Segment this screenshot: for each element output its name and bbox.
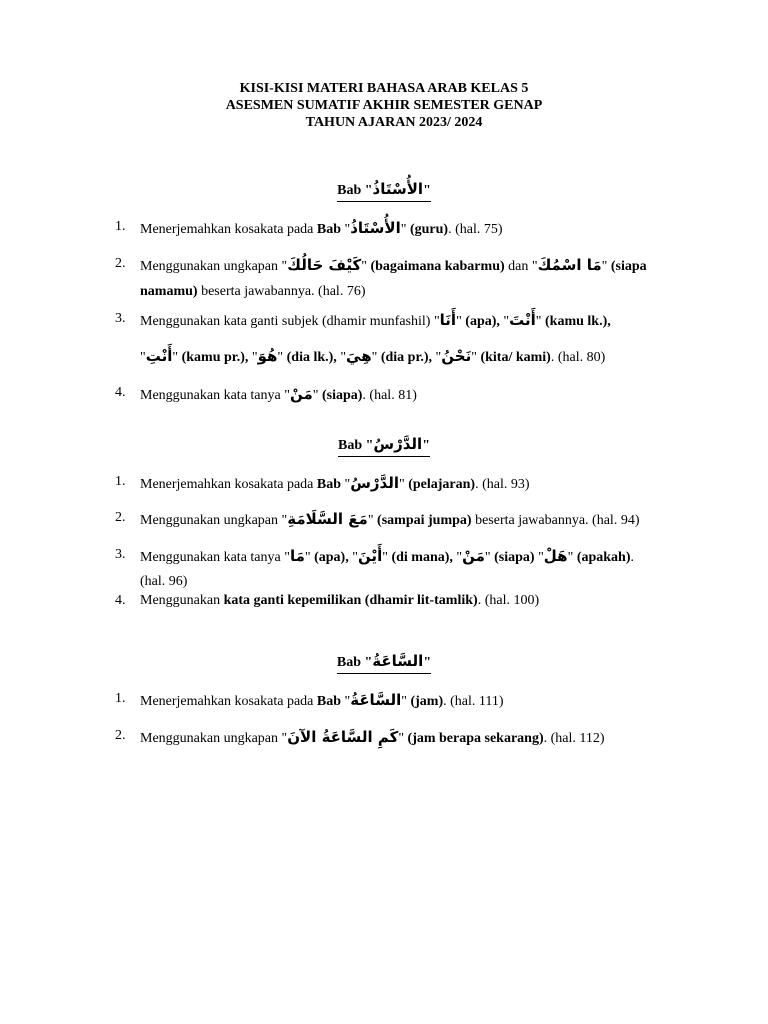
arabic-word: مَنْ xyxy=(462,547,485,565)
item-bold: (kamu pr.), xyxy=(181,350,249,365)
arabic-word: أَنْتَ xyxy=(509,311,536,329)
item-text: dan xyxy=(504,259,532,274)
item-bold: (siapa) xyxy=(494,550,535,565)
item-bold: (apakah) xyxy=(576,550,631,565)
item-number: 4. xyxy=(115,385,126,400)
arabic-word: كَمِ السَّاعَةُ الآنَ xyxy=(287,728,399,746)
arabic-word: السَّاعَةُ xyxy=(350,691,402,709)
item-text: Menerjemahkan kosakata pada xyxy=(140,222,317,237)
title-line-2: ASESMEN SUMATIF AKHIR SEMESTER GENAP xyxy=(225,98,543,113)
item-number: 3. xyxy=(115,547,126,562)
item-bold: (kamu lk.), xyxy=(545,314,611,329)
item-bold: (jam berapa sekarang) xyxy=(407,731,544,746)
arabic-word: مَنْ xyxy=(289,385,313,403)
item-text: . (hal. 100) xyxy=(477,593,540,608)
item-text: (hal. 96) xyxy=(140,574,188,589)
bab-label: Bab xyxy=(337,183,362,198)
title-line-1: KISI-KISI MATERI BAHASA ARAB KELAS 5 xyxy=(239,81,529,96)
item-bold: Bab xyxy=(316,222,341,237)
item-number: 1. xyxy=(115,691,126,706)
item-bold: (guru) xyxy=(409,222,449,237)
item-text: Menggunakan kata tanya xyxy=(140,388,285,403)
arabic-word: الدَّرْسُ xyxy=(350,474,399,492)
arabic-word: أَنْتِ xyxy=(145,347,173,365)
item-bold: (sampai jumpa) xyxy=(377,513,472,528)
item-text: . (hal. 111) xyxy=(443,694,504,709)
item-text: Menggunakan xyxy=(140,593,224,608)
section-heading-ustadz: Bab "الأُسْتَاذُ" xyxy=(0,180,768,202)
item-text: Menggunakan kata ganti subjek (dhamir munfashil) xyxy=(140,314,434,329)
item-number: 2. xyxy=(115,510,126,525)
document-title xyxy=(0,80,768,131)
title-line-3: TAHUN AJARAN 2023/ 2024 xyxy=(305,115,483,130)
item-bold: (dia lk.), xyxy=(286,350,337,365)
item-bold: Bab xyxy=(316,477,341,492)
section-heading-saah: Bab "السَّاعَةُ" xyxy=(0,652,768,674)
item-bold: (pelajaran) xyxy=(408,477,476,492)
item-text: . (hal. 112) xyxy=(543,731,605,746)
arabic-word: الأُسْتَاذُ xyxy=(350,219,401,237)
item-number: 4. xyxy=(115,593,126,608)
arabic-word: مَا اسْمُكَ xyxy=(537,256,602,274)
list-item-continuation xyxy=(140,574,187,590)
item-bold: (siapa xyxy=(610,259,647,274)
item-bold: (dia pr.), xyxy=(380,350,433,365)
item-bold: kata ganti kepemilikan (dhamir lit-tamlik) xyxy=(223,593,478,608)
arabic-word: هَلْ xyxy=(543,547,568,565)
item-bold: Bab xyxy=(316,694,341,709)
arabic-word: هِيَ xyxy=(346,347,372,365)
bab-arabic: السَّاعَةُ xyxy=(372,652,424,670)
bab-label: Bab xyxy=(336,655,362,670)
arabic-word: أَيْنَ xyxy=(357,547,383,565)
item-bold: (apa), xyxy=(465,314,500,329)
list-item-continuation xyxy=(140,284,366,300)
arabic-word: مَعَ السَّلَامَةِ xyxy=(287,510,368,528)
item-text: . xyxy=(630,550,634,565)
item-text: beserta jawabannya. (hal. 94) xyxy=(471,513,640,528)
arabic-word: أَنَا xyxy=(439,311,457,329)
item-text: Menerjemahkan kosakata pada xyxy=(140,477,317,492)
item-bold: (bagaimana kabarmu) xyxy=(370,259,505,274)
bab-arabic: الدَّرْسُ xyxy=(373,435,423,453)
arabic-word: نَحْنُ xyxy=(441,347,472,365)
item-number: 2. xyxy=(115,256,126,271)
bab-label: Bab xyxy=(338,438,363,453)
item-bold: (siapa) xyxy=(321,388,363,403)
item-bold: (jam) xyxy=(410,694,444,709)
item-text: Menggunakan ungkapan xyxy=(140,513,282,528)
item-text: . (hal. 81) xyxy=(362,388,417,403)
item-text: Menggunakan ungkapan xyxy=(140,259,282,274)
item-text: Menggunakan kata tanya xyxy=(140,550,285,565)
item-text: Menerjemahkan kosakata pada xyxy=(140,694,317,709)
item-bold: namamu) xyxy=(140,284,198,299)
section-heading-dars: Bab "الدَّرْسُ" xyxy=(0,435,768,457)
arabic-word: هُوَ xyxy=(257,347,278,365)
bab-arabic: الأُسْتَاذُ xyxy=(372,180,424,198)
item-number: 2. xyxy=(115,728,126,743)
item-text: Menggunakan ungkapan xyxy=(140,731,282,746)
item-text: . (hal. 80) xyxy=(550,350,606,365)
item-bold: (di mana), xyxy=(391,550,453,565)
arabic-word: كَيْفَ حَالُكَ xyxy=(287,256,362,274)
list-item-continuation: "أَنْتِ" (kamu pr.), "هُوَ" (dia lk.), "هِيَ" (dia pr.), "نَحْنُ" (kita/ kami). (hal. 80) xyxy=(140,347,606,365)
item-number: 3. xyxy=(115,311,126,326)
item-text: . (hal. 75) xyxy=(448,222,503,237)
item-number: 1. xyxy=(115,474,126,489)
item-bold: (kita/ kami) xyxy=(480,350,551,365)
item-text: beserta jawabannya. (hal. 76) xyxy=(197,284,366,299)
arabic-word: مَا xyxy=(289,547,305,565)
item-number: 1. xyxy=(115,219,126,234)
item-bold: (apa), xyxy=(314,550,349,565)
item-text: . (hal. 93) xyxy=(475,477,530,492)
